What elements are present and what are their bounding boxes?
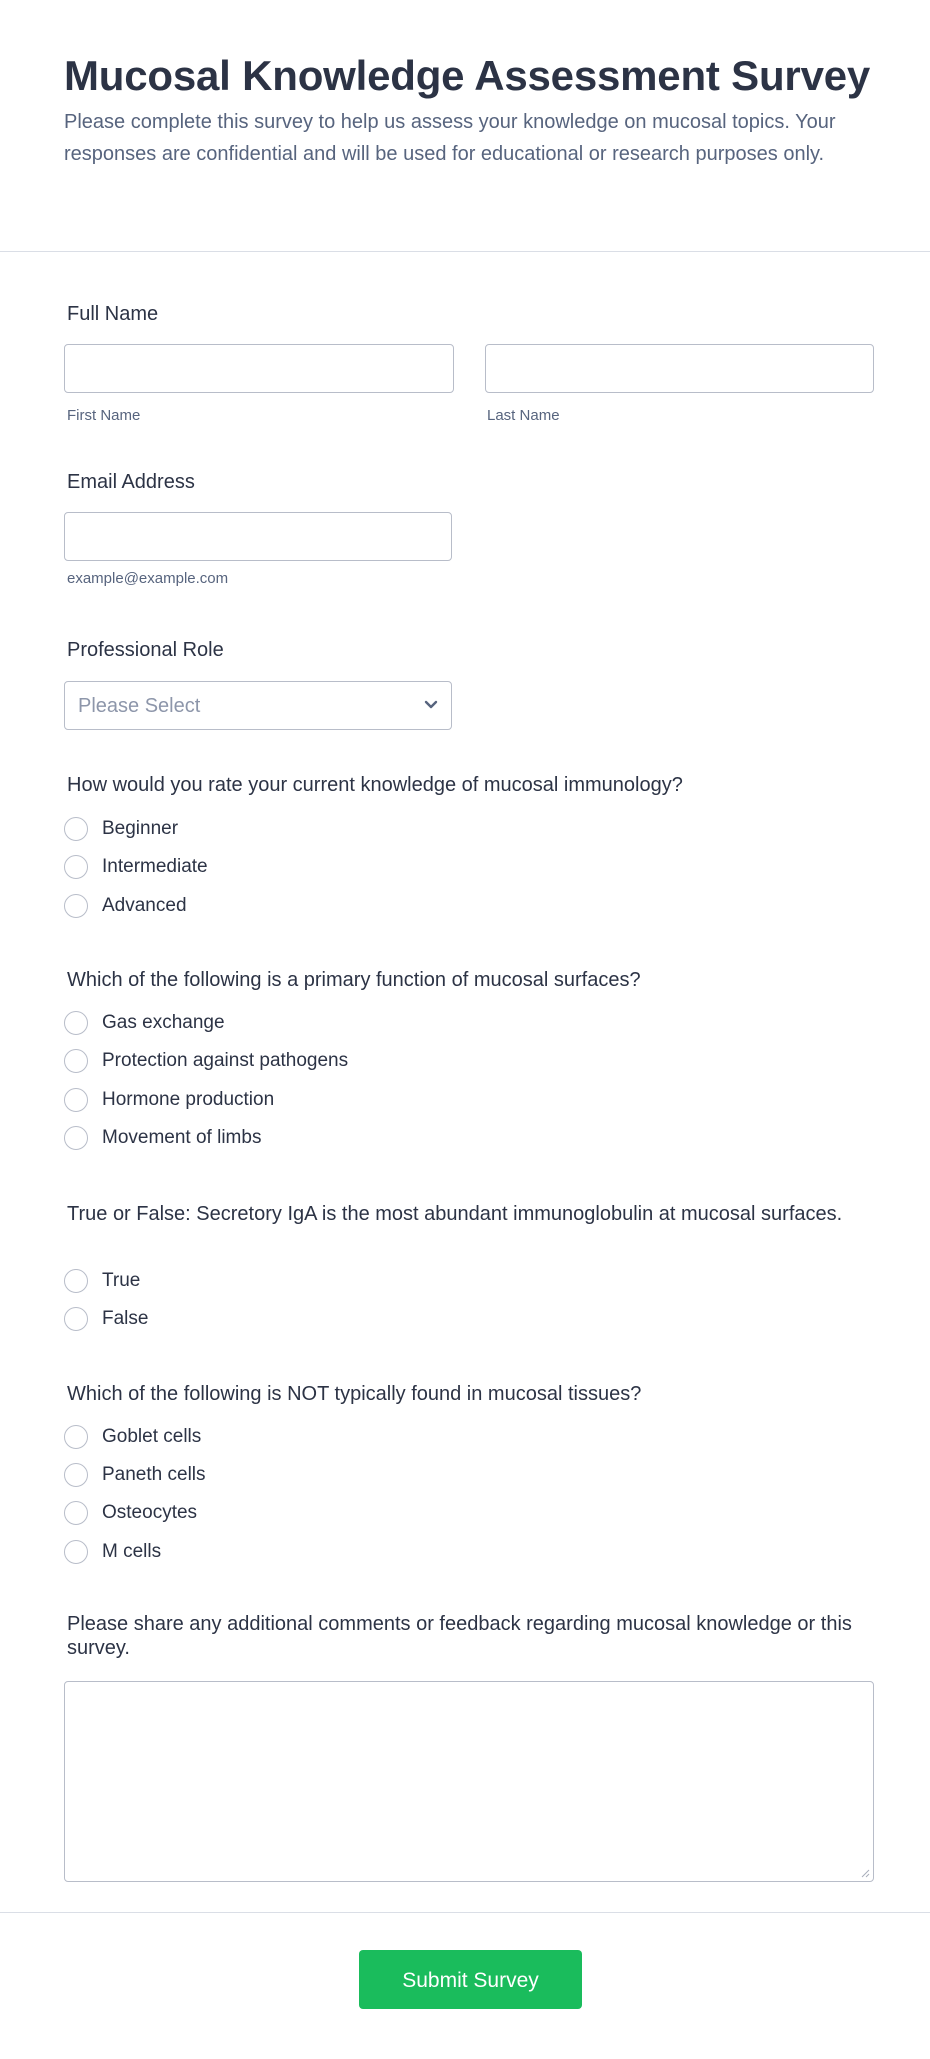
question-3-option[interactable] [64,1306,148,1332]
page-description: Please complete this survey to help us assess your knowledge on mucosal topics. Your responses are confidential and will be used for educational or research purposes only. [64,111,836,165]
radio-button[interactable] [64,1011,88,1035]
question-1-option[interactable] [64,893,187,919]
radio-button[interactable] [64,1126,88,1150]
option-label: Paneth cells [102,1464,206,1485]
option-label: True [102,1270,141,1291]
radio-button[interactable] [64,1269,88,1293]
email-sublabel: example@example.com [67,570,229,587]
question-1-option[interactable] [64,816,178,842]
option-label: Hormone production [102,1089,275,1110]
radio-button[interactable] [64,855,88,879]
radio-button[interactable] [64,1425,88,1449]
option-label: Protection against pathogens [102,1050,349,1071]
radio-button[interactable] [64,1049,88,1073]
first-name-input[interactable] [64,344,454,393]
question-4-option[interactable] [64,1462,206,1488]
role-select-placeholder: Please Select [78,695,201,717]
question-2-option[interactable] [64,1010,225,1036]
email-input[interactable] [64,512,452,561]
footer-divider [0,1912,930,1913]
email-label: Email Address [67,471,195,493]
question-4-option[interactable] [64,1424,201,1450]
comments-label: Please share any additional comments or feedback regarding mucosal knowledge or this survey. [67,1613,852,1659]
question-4-option[interactable] [64,1500,197,1526]
radio-button[interactable] [64,1088,88,1112]
option-label: M cells [102,1541,162,1562]
last-name-sublabel: Last Name [487,407,560,424]
header-divider [0,251,930,252]
question-2-label: Which of the following is a primary function of mucosal surfaces? [67,969,641,991]
option-label: Goblet cells [102,1426,202,1447]
submit-survey-button[interactable]: Submit Survey [359,1950,582,2009]
question-2-option[interactable] [64,1048,348,1074]
question-4-option[interactable] [64,1539,161,1565]
radio-button[interactable] [64,1501,88,1525]
first-name-sublabel: First Name [67,407,141,424]
role-label: Professional Role [67,639,224,661]
question-3-option[interactable] [64,1268,140,1294]
question-4-label: Which of the following is NOT typically found in mucosal tissues? [67,1383,642,1405]
radio-button[interactable] [64,894,88,918]
option-label: Gas exchange [102,1012,225,1033]
option-label: Advanced [102,895,187,916]
question-2-option[interactable] [64,1087,274,1113]
radio-button[interactable] [64,1307,88,1331]
radio-button[interactable] [64,1540,88,1564]
role-select[interactable] [64,681,452,730]
question-3-label: True or False: Secretory IgA is the most abundant immunoglobulin at mucosal surfaces. [67,1203,843,1225]
question-1-option[interactable] [64,854,208,880]
option-label: False [102,1308,149,1329]
page-title: Mucosal Knowledge Assessment Survey [64,52,871,99]
radio-button[interactable] [64,817,88,841]
question-2-option[interactable] [64,1125,261,1151]
full-name-label: Full Name [67,303,159,325]
chevron-down-icon [423,698,439,712]
option-label: Beginner [102,818,179,839]
comments-textarea[interactable] [64,1681,874,1882]
option-label: Movement of limbs [102,1127,262,1148]
question-1-label: How would you rate your current knowledge of mucosal immunology? [67,774,683,796]
option-label: Intermediate [102,856,208,877]
resize-handle-icon[interactable] [860,1868,870,1878]
radio-button[interactable] [64,1463,88,1487]
option-label: Osteocytes [102,1502,198,1523]
last-name-input[interactable] [485,344,874,393]
